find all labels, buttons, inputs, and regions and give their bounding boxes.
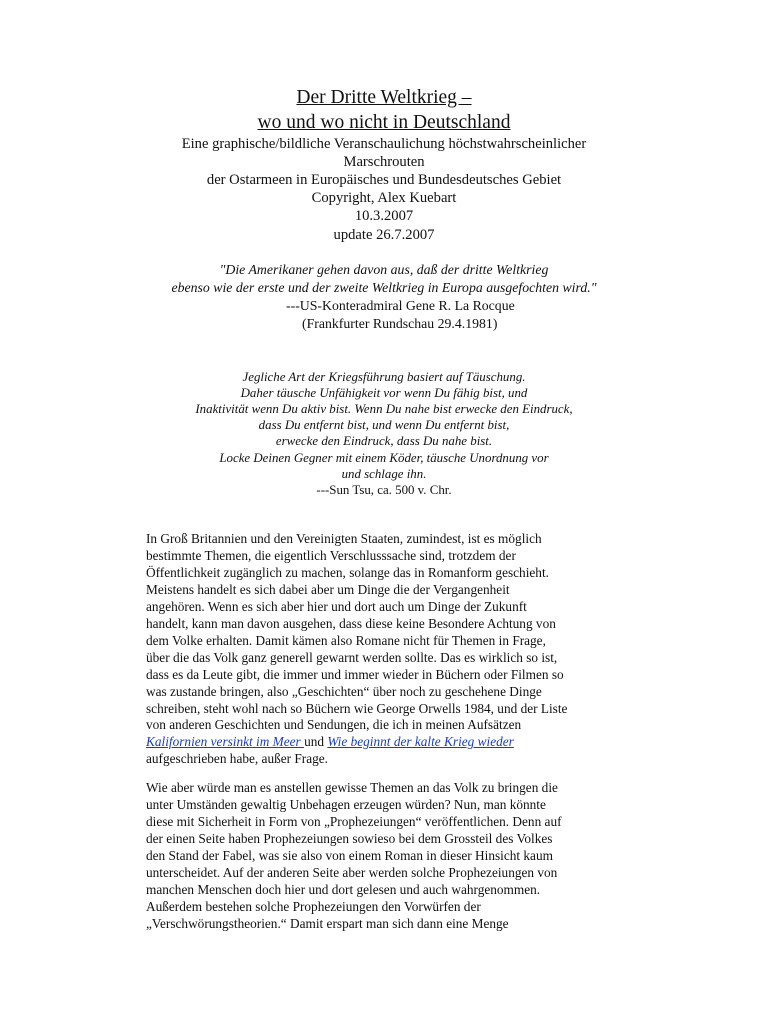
paragraph-line: aufgeschrieben habe, außer Frage. (146, 751, 329, 767)
paragraph-line: diese mit Sicherheit in Form von „Prophezeiungen“ veröffentlichen. Denn auf (146, 813, 562, 829)
paragraph-line: In Groß Britannien und den Vereinigten Staaten, zumindest, ist es möglich (146, 531, 542, 546)
quote1-line1: "Die Amerikaner gehen davon aus, daß der dritte Weltkrieg (219, 262, 549, 277)
paragraph-line: schreiben, steht wohl nach so Büchern wie George Orwells 1984, und der Liste (146, 700, 568, 716)
paragraph-line: dass es da Leute gibt, die immer und immer wieder in Büchern oder Filmen so (146, 666, 564, 682)
paragraph-line: Öffentlichkeit zugänglich zu machen, solange das in Romanform geschieht. (146, 564, 549, 580)
quote1-author: ---US-Konteradmiral Gene R. La Rocque (286, 298, 515, 313)
paragraph-line: von anderen Geschichten und Sendungen, die ich in meinen Aufsätzen (146, 717, 522, 733)
subtitle-line: Marschrouten (343, 154, 425, 170)
date-line: 10.3.2007 (354, 208, 414, 224)
paragraph-line: was zustande bringen, also „Geschichten“ über noch zu geschehene Dinge (146, 683, 542, 699)
update-date-line: update 26.7.2007 (333, 227, 435, 243)
body-paragraph-1 (146, 531, 646, 768)
body-paragraph-2 (146, 780, 646, 933)
link-wie-beginnt-der-kalte-krieg-wieder[interactable]: Wie beginnt der kalte Krieg wieder (327, 734, 514, 750)
paragraph-line: unterscheidet. Auf der anderen Seite aber werden solche Prophezeiungen von (146, 864, 558, 880)
paragraph-line: Wie aber würde man es anstellen gewisse Themen an das Volk zu bringen die (146, 780, 558, 795)
paragraph-line: manchen Menschen doch hier und dort gelesen und auch wahrgenommen. (146, 881, 541, 897)
paragraph-line: unter Umständen gewaltig Unbehagen erzeugen würden? Nun, man könnte (146, 796, 546, 812)
paragraph-line: angehören. Wenn es sich aber hier und dort auch um Dinge der Zukunft (146, 598, 527, 614)
paragraph-line: über die das Volk ganz generell gewarnt werden sollte. Das es wirklich so ist, (146, 649, 558, 665)
sun-tsu-quote-line: Locke Deinen Gegner mit einem Köder, täusche Unordnung vor (219, 451, 549, 465)
subtitle-line: der Ostarmeen in Europäisches und Bundesdeutsches Gebiet (206, 172, 562, 188)
paragraph-line-with-links (146, 734, 646, 751)
paragraph-line: „Verschwörungstheorien.“ Damit erspart man sich dann eine Menge (146, 915, 509, 931)
subtitle-line: Eine graphische/bildliche Veranschaulichung höchstwahrscheinlicher (181, 136, 587, 152)
copyright-line: Copyright, Alex Kuebart (311, 190, 457, 206)
paragraph-line: den Stand der Fabel, was sie also von einem Roman in dieser Hinsicht kaum (146, 847, 553, 863)
paragraph-line: der einen Seite haben Prophezeiungen sowieso bei dem Grossteil des Volkes (146, 830, 553, 846)
sun-tsu-quote-line: dass Du entfernt bist, und wenn Du entfernt bist, (258, 418, 510, 432)
sun-tsu-quote-line: Jegliche Art der Kriegsführung basiert auf Täuschung. (242, 370, 526, 384)
sun-tsu-quote-line: Daher täusche Unfähigkeit vor wenn Du fähig bist, und (240, 386, 528, 400)
document-title-line2: wo und wo nicht in Deutschland (257, 112, 511, 133)
paragraph-line: Außerdem bestehen solche Prophezeiungen den Vorwürfen der (146, 898, 481, 914)
document-title-line1: Der Dritte Weltkrieg – (296, 87, 472, 108)
paragraph-line: Meistens handelt es sich dabei aber um Dinge die der Vergangenheit (146, 581, 510, 597)
sun-tsu-quote-line: Inaktivität wenn Du aktiv bist. Wenn Du nahe bist erwecke den Eindruck, (195, 402, 573, 416)
sun-tsu-attribution: ---Sun Tsu, ca. 500 v. Chr. (316, 483, 452, 497)
quote1-source: (Frankfurter Rundschau 29.4.1981) (302, 316, 498, 331)
link-connector-text: und (304, 734, 328, 750)
paragraph-line: dem Volke erhalten. Damit kämen also Romane nicht für Themen in Frage, (146, 632, 546, 648)
paragraph-line: handelt, kann man davon ausgehen, dass diese keine Besondere Achtung von (146, 615, 556, 631)
paragraph-line: bestimmte Themen, die eigentlich Verschlusssache sind, trotzdem der (146, 547, 516, 563)
sun-tsu-quote-line: und schlage ihn. (341, 467, 427, 481)
quote1-line2: ebenso wie der erste und der zweite Weltkrieg in Europa ausgefochten wird." (171, 280, 597, 295)
link-kalifornien-versinkt-im-meer[interactable]: Kalifornien versinkt im Meer (146, 734, 305, 750)
sun-tsu-quote-line: erwecke den Eindruck, dass Du nahe bist. (275, 434, 493, 448)
